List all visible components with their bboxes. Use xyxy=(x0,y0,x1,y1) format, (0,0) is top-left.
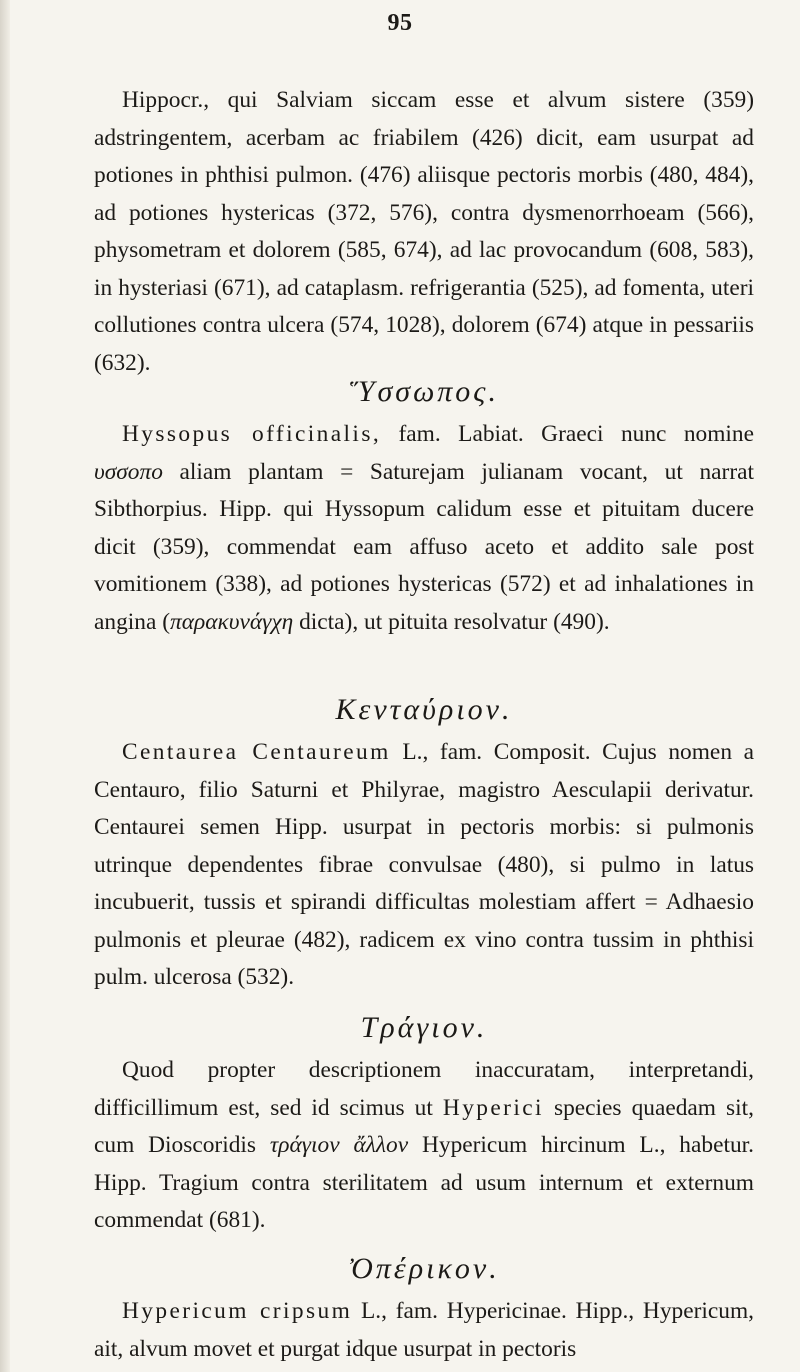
section-tragium xyxy=(94,1004,754,1240)
section-centaurea xyxy=(94,686,754,997)
text-run: aliam plantam = Saturejam julianam vocant, ut narrat Sibthorpius. Hipp. qui Hyssopum calidum esse et pituitam ducere dicit (359), commendat eam affuso aceto et addito sale post vomitionem (338), ad potiones hystericas (572) et ad inhalationes in angina ( xyxy=(94,458,754,635)
binding-edge xyxy=(0,0,10,1372)
section-heading-centaurea: Κενταύριον. xyxy=(335,693,513,726)
text-run: L., fam. Hypericinae. Hipp., Hypericum, ait, alvum movet et purgat idque usurpat in pectoris xyxy=(94,1298,754,1362)
page-number: 95 xyxy=(387,10,413,36)
paragraph-tragium xyxy=(94,1052,754,1240)
text-run: fam. Labiat. Graeci nunc nomine xyxy=(381,421,755,447)
species-name: Hypericum cripsum xyxy=(122,1298,353,1324)
species-name: Hyssopus officinalis, xyxy=(122,421,382,447)
greek-term: παρακυνάγχη xyxy=(170,608,294,635)
paragraph-hyssopus xyxy=(94,416,754,641)
greek-term: υσσοπο xyxy=(94,458,163,485)
paragraph-hypericum xyxy=(94,1293,754,1368)
section-heading-hypericum: Ὀπέρικον. xyxy=(348,1252,500,1285)
species-name: Centaurea Centaureum xyxy=(122,739,391,765)
section-hyssopus xyxy=(94,368,754,641)
text-run: Quod propter descriptionem inaccuratam, interpretandi, difficillimum est, sed id scimus ut xyxy=(94,1057,754,1121)
text-run: L., fam. Composit. Cujus nomen a Centauro, filio Saturni et Philyrae, magistro Aesculapii derivatur. Centaurei semen Hipp. usurpat in pectoris morbis: si pulmonis utrinque dependentes fibrae convulsae (480), si pulmo in latus incubuerit, tussis et spirandi difficultas molestiam affert = Adhaesio pulmonis et pleurae (482), radicem ex vino contra tussim in phthisi pulm. ulcerosa (532). xyxy=(94,739,754,990)
text-run: species quaedam sit, cum Dioscoridis xyxy=(94,1094,754,1158)
species-name: Hyperici xyxy=(442,1094,544,1121)
paragraph-salvia: Hippocr., qui Salviam siccam esse et alvum sistere (359) adstringentem, acerbam ac friabilem (426) dicit, eam usurpat ad potiones in phthisi pulmon. (476) aliisque pectoris morbis (480, 484), ad potiones hystericas (372, 576), contra dysmenorrhoeam (566), physometram et dolorem (585, 674), ad lac provocandum (608, 583), in hysteriasi (671), ad cataplasm. refrigerantia (525), ad fomenta, uteri collutiones contra ulcera (574, 1028), dolorem (674) atque in pessariis (632). xyxy=(94,87,754,376)
paragraph-centaurea xyxy=(94,734,754,997)
section-heading-hyssopus: Ὕσσωπος. xyxy=(349,375,499,408)
text-run: dicta), ut pituita resolvatur (490). xyxy=(293,608,610,635)
text-run: Hypericum hircinum L., habetur. Hipp. Tragium contra sterilitatem ad usum internum et externum commendat (681). xyxy=(94,1132,754,1233)
greek-term: τράγιον ἄλλον xyxy=(269,1132,409,1158)
section-heading-tragium: Τράγιον. xyxy=(360,1011,488,1044)
section-hypericum xyxy=(94,1245,754,1368)
section-salvia xyxy=(94,82,754,382)
